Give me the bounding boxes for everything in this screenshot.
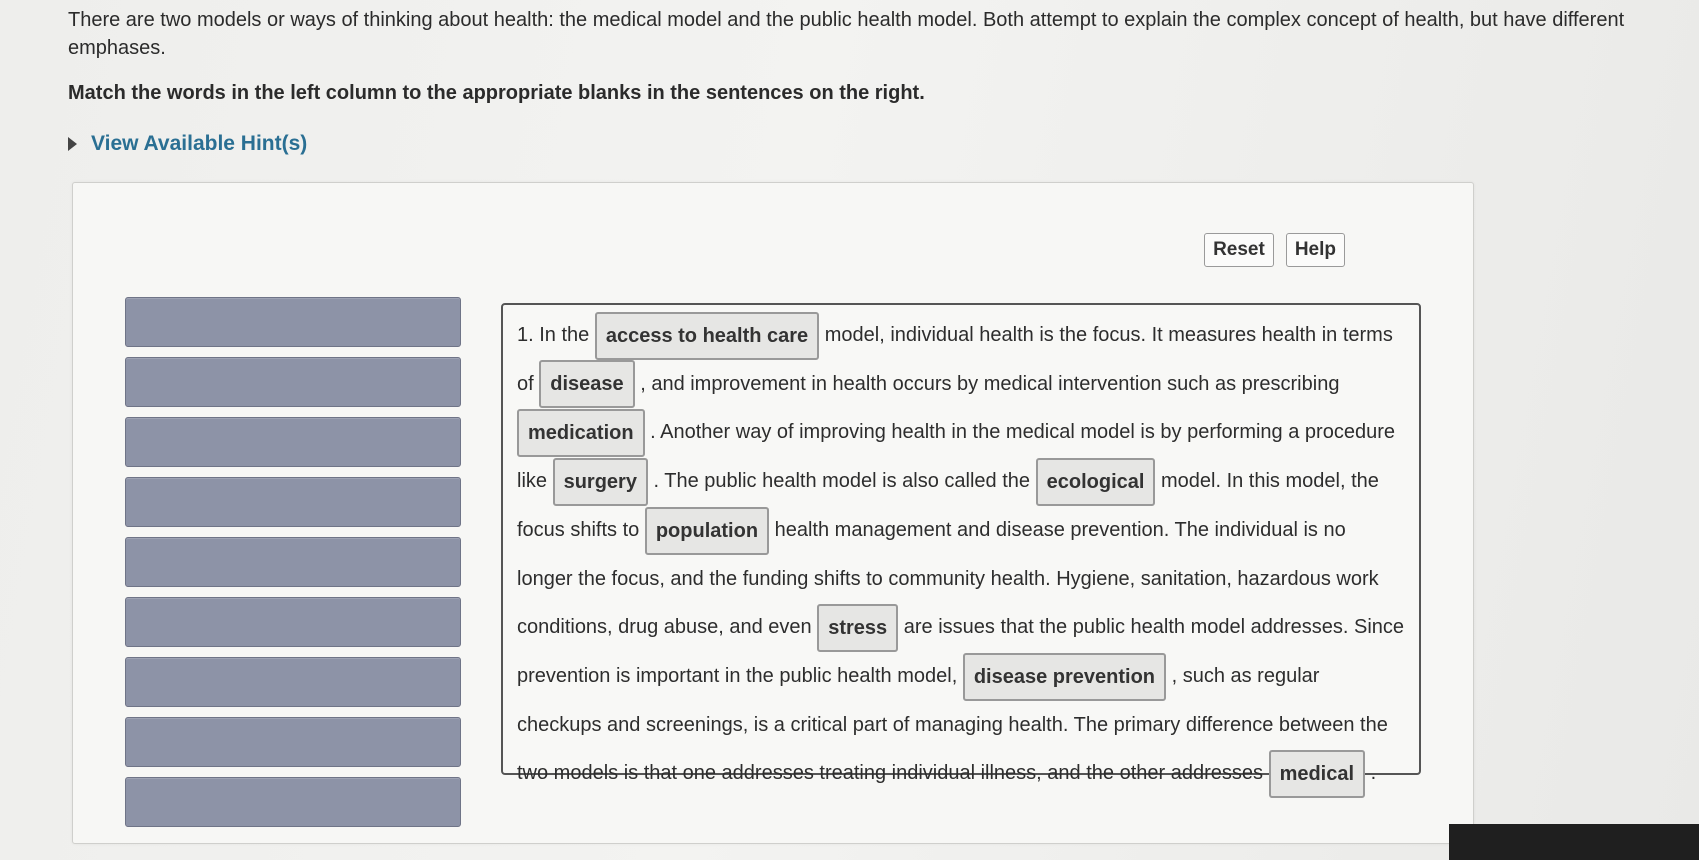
- answer-chip-disease[interactable]: disease: [539, 360, 634, 408]
- word-bank-slot[interactable]: [125, 777, 461, 827]
- word-bank-slot[interactable]: [125, 297, 461, 347]
- sentence-text: model. In this model, the focus shifts to: [517, 470, 1379, 541]
- answer-chip-access-to-health-care[interactable]: access to health care: [595, 312, 819, 360]
- toolbar: [1204, 233, 1345, 267]
- sentence-text: . The public health model is also called the: [653, 470, 1031, 493]
- sentence-text: 1. In the: [517, 324, 590, 346]
- view-hints-link[interactable]: [68, 132, 307, 156]
- sentence-text: model, individual health is the focus. It measures health in terms of: [517, 324, 1393, 395]
- sentence-text: . Another way of improving health in the medical model is by performing a procedure like: [517, 421, 1395, 493]
- sentence-text: are issues that the public health model addresses. Since prevention is important in the public health model,: [517, 616, 1405, 687]
- word-bank-slot[interactable]: [125, 357, 461, 407]
- word-bank: [125, 297, 461, 837]
- word-bank-slot[interactable]: [125, 417, 461, 467]
- view-hints-label: View Available Hint(s): [91, 132, 308, 155]
- answer-chip-medication[interactable]: medication: [517, 409, 645, 457]
- sentence-text: health management and disease prevention. The individual is no longer the focus, and the funding shifts to community health. Hygiene, sanitation, hazardous work conditions, drug abuse, and even: [517, 518, 1379, 639]
- word-bank-slot[interactable]: [125, 657, 461, 707]
- help-button[interactable]: Help: [1286, 233, 1345, 267]
- reset-button[interactable]: Reset: [1204, 233, 1274, 267]
- sentence-box: [501, 303, 1421, 785]
- dark-background-edge: [1449, 824, 1699, 860]
- instruction-text: Match the words in the left column to the appropriate blanks in the sentences on the right.: [68, 82, 925, 104]
- answer-chip-disease-prevention[interactable]: disease prevention: [963, 653, 1166, 701]
- word-bank-slot[interactable]: [125, 717, 461, 767]
- answer-chip-stress[interactable]: stress: [817, 604, 898, 652]
- answer-chip-ecological[interactable]: ecological: [1036, 458, 1156, 506]
- answer-chip-population[interactable]: population: [645, 507, 769, 555]
- sentence-paragraph: [517, 311, 1405, 798]
- sentence-text: , such as regular checkups and screenings, is a critical part of managing health. The primary difference between the two models is that one addresses treating individual illness, and the other addresses: [517, 664, 1388, 785]
- answer-chip-medical[interactable]: medical: [1269, 750, 1365, 798]
- answer-chip-surgery[interactable]: surgery: [553, 458, 648, 506]
- matching-panel: [72, 182, 1474, 844]
- expand-triangle-icon: [68, 137, 77, 151]
- sentence-text: .: [1370, 762, 1377, 785]
- sentence-text: , and improvement in health occurs by medical intervention such as prescribing: [640, 372, 1340, 395]
- word-bank-slot[interactable]: [125, 597, 461, 647]
- word-bank-slot[interactable]: [125, 477, 461, 527]
- intro-text: There are two models or ways of thinking about health: the medical model and the public health model. Both attempt to explain the complex concept of health, but have different emphases.: [68, 9, 1625, 59]
- word-bank-slot[interactable]: [125, 537, 461, 587]
